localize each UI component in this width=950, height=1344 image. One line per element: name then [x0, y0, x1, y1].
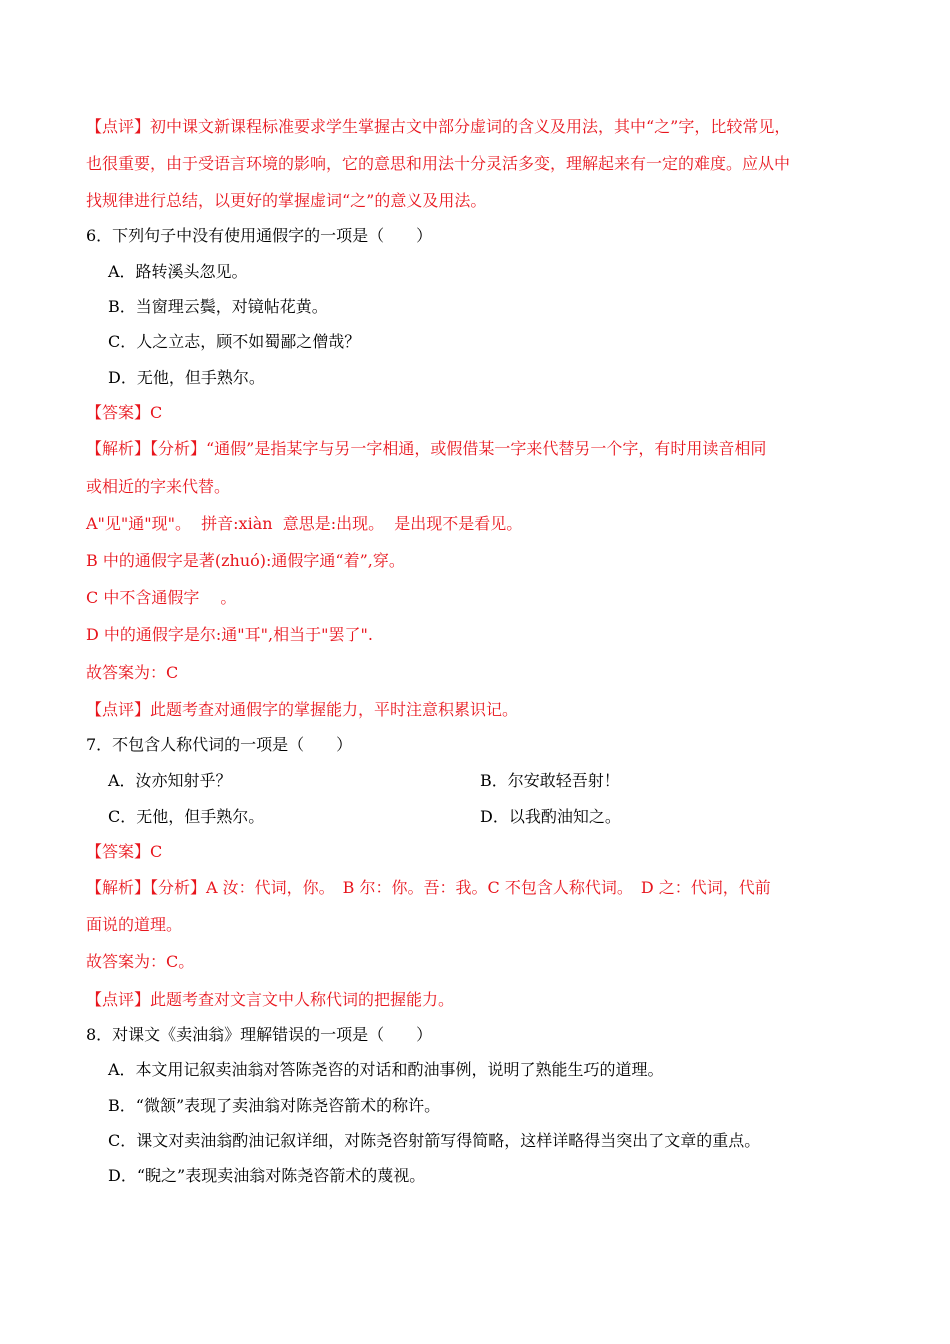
q7-conclusion: 故答案为：C。 — [86, 952, 195, 971]
q7-option-b: B．尔安敢轻吾射！ — [480, 771, 620, 790]
q8-stem: 8．对课文《卖油翁》理解错误的一项是（ ） — [86, 1025, 433, 1044]
q8-option-a: A．本文用记叙卖油翁对答陈尧咨的对话和酌油事例，说明了熟能生巧的道理。 — [108, 1060, 664, 1079]
q6-analysis-2: 或相近的字来代替。 — [86, 477, 231, 496]
comment-line-1: 【点评】初中课文新课程标准要求学生掌握古文中部分虚词的含义及用法，其中“之”字，比较常见， — [86, 117, 791, 136]
q6-point-b: B 中的通假字是著(zhuó):通假字通“着”,穿。 — [86, 551, 405, 570]
q7-option-c: C．无他，但手熟尔。 — [108, 807, 265, 826]
q6-option-a: A．路转溪头忽见。 — [108, 262, 248, 281]
q6-option-b: B．当窗理云鬓，对镜帖花黄。 — [108, 297, 328, 316]
q6-option-d: D．无他，但手熟尔。 — [108, 368, 265, 387]
q6-option-c: C．人之立志，顾不如蜀鄙之僧哉？ — [108, 332, 361, 351]
q7-option-a: A．汝亦知射乎？ — [108, 771, 232, 790]
q6-stem: 6．下列句子中没有使用通假字的一项是（ ） — [86, 226, 433, 245]
q6-analysis-1: 【解析】【分析】“通假”是指某字与另一字相通，或假借某一字来代替另一个字，有时用读音相同 — [86, 439, 767, 458]
q6-conclusion: 故答案为：C — [86, 663, 179, 682]
q7-comment: 【点评】此题考查对文言文中人称代词的把握能力。 — [86, 990, 455, 1009]
q6-comment: 【点评】此题考查对通假字的掌握能力，平时注意积累识记。 — [86, 700, 519, 719]
q7-answer: 【答案】C — [86, 842, 163, 861]
q7-analysis-2: 面说的道理。 — [86, 915, 183, 934]
q7-stem: 7．不包含人称代词的一项是（ ） — [86, 735, 353, 754]
q6-point-d: D 中的通假字是尔:通"耳",相当于"罢了". — [86, 625, 373, 644]
q6-point-a: A"见"通"现"。 拼音:xiàn 意思是:出现。 是出现不是看见。 — [86, 514, 523, 533]
q6-answer: 【答案】C — [86, 403, 163, 422]
q8-option-c: C．课文对卖油翁酌油记叙详细，对陈尧咨射箭写得简略，这样详略得当突出了文章的重点。 — [108, 1131, 761, 1150]
q7-analysis-1: 【解析】【分析】A 汝：代词，你。 B 尔：你。吾：我。C 不包含人称代词。 D 之：代词，代前 — [86, 878, 771, 897]
q8-option-b: B．“微颔”表现了卖油翁对陈尧咨箭术的称许。 — [108, 1096, 441, 1115]
comment-line-3: 找规律进行总结，以更好的掌握虚词“之”的意义及用法。 — [86, 191, 487, 210]
q7-option-d: D．以我酌油知之。 — [480, 807, 621, 826]
q8-option-d: D．“睨之”表现卖油翁对陈尧咨箭术的蔑视。 — [108, 1166, 426, 1185]
q6-point-c: C 中不含通假字 。 — [86, 588, 237, 607]
comment-line-2: 也很重要，由于受语言环境的影响，它的意思和用法十分灵活多变，理解起来有一定的难度。应从中 — [86, 154, 791, 173]
